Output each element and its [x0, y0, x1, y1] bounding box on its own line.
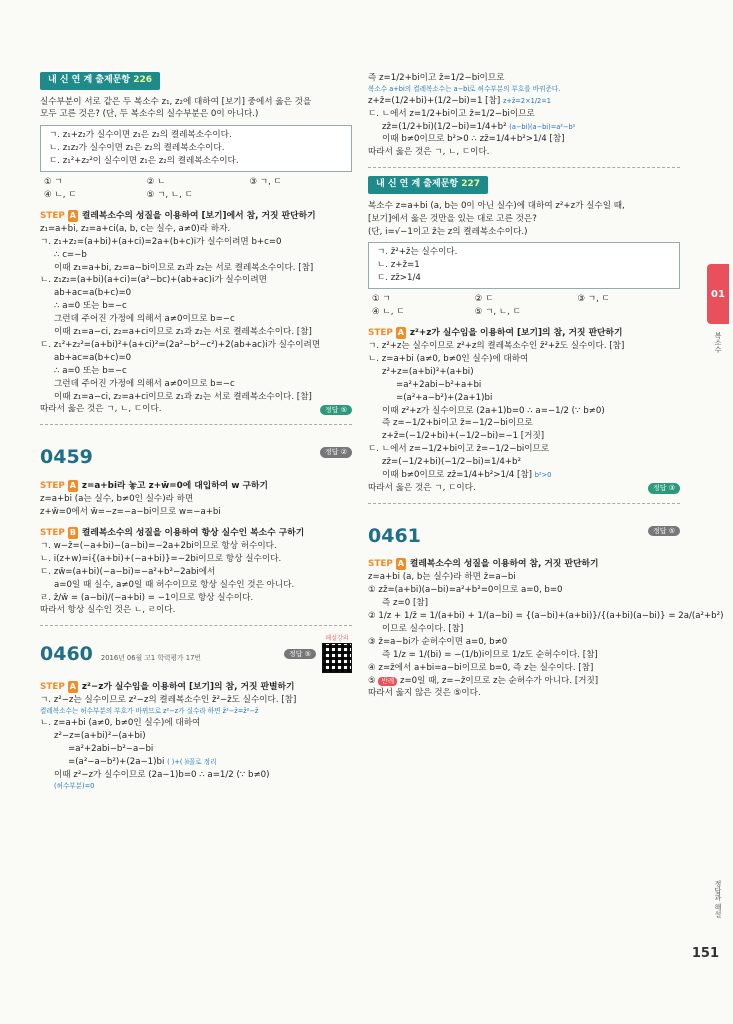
choice: ③ ㄱ, ㄷ [249, 176, 282, 187]
qr-label: 해설강의 [325, 635, 349, 643]
solution-line: ㄱ. w−z̄=(−a+bi)−(a−bi)=−2a+2bi이므로 항상 허수이다. [40, 540, 277, 551]
solution-line: 이때 z₁=a+bi, z₂=a−bi이므로 z₁과 z₂는 서로 켤레복소수이다. [참] [54, 262, 314, 273]
solution-line: 그런데 주어진 가정에 의해서 a≠0이므로 b=−c [54, 314, 235, 325]
solution-line: =(a²+a−b²)+(2a+1)bi [396, 392, 493, 403]
solution-line: ㄱ. z²−z는 실수이므로 z²−z의 켤레복소수인 z̄²−z̄도 실수이다. [참] [40, 695, 297, 706]
conclusion: 따라서 옳은 것은 ㄱ, ㄴ, ㄷ이다. [40, 404, 162, 415]
bogi-item: ㄱ. z̄²+z̄는 실수이다. [377, 247, 458, 258]
solution-line: ∴ c=−b [54, 249, 87, 260]
question-line: 복소수 z=a+bi (a, b는 0이 아닌 실수)에 대하여 z²+z가 실수일 때, [368, 200, 625, 211]
solution-line: zz̄=(1/2+bi)(1/2−bi)=1/4+b² (a−bi)(a−bi)=a²−b² [382, 121, 576, 132]
problem-tag: 내 신 연 계 출제문항 226 [40, 72, 160, 90]
problem-number: 0459 [40, 446, 93, 469]
page-number: 151 [691, 946, 719, 961]
question-line: 모두 고른 것은? (단, 두 복소수의 실수부분은 0이 아니다.) [40, 109, 259, 120]
side-note: b²>0 [534, 470, 552, 479]
solution-line: ab+ac=a(b+c)=0 [54, 352, 132, 363]
answer-badge: 정답 ⑤ [284, 649, 316, 660]
solution-line: ㄱ. z₁+z₂=(a+bi)+(a+ci)=2a+(b+c)i가 실수이려면 b+c=0 [40, 236, 282, 247]
choice: ③ ㄱ, ㄷ [577, 294, 610, 305]
solution-line: ㄴ. z₁z₂=(a+bi)(a+ci)=(a²−bc)+(ab+ac)i가 실수이려면 [40, 275, 267, 286]
solution-line: 이때 b≠0이므로 zz̄=1/4+b²>1/4 [참] b²>0 [382, 469, 552, 480]
solution-line: z+z̄=(1/2+bi)+(1/2−bi)=1 [참] z+z̄=2×1/2=1 [368, 95, 551, 106]
choice: ④ ㄴ, ㄷ [372, 306, 405, 317]
divider [368, 503, 680, 504]
problem-0460-continued [368, 72, 680, 159]
divider [40, 424, 352, 425]
bogi-box [40, 125, 352, 172]
step-heading: STEP A 켤레복소수의 성질을 이용하여 참, 거짓 판단하기 [368, 559, 599, 570]
solution-line: z²−z=(a+bi)²−(a+bi) [54, 731, 146, 742]
solution-line: z²+z=(a+bi)²+(a+bi) [382, 366, 474, 377]
counterexample-badge: 반례 [378, 677, 397, 687]
solution-line: ③ z̄=a−bi가 순허수이면 a=0, b≠0 [368, 636, 508, 647]
choice: ② ㄷ [474, 294, 494, 305]
solution-line: 즉 z=1/2+bi이고 z̄=1/2−bi이므로 [368, 73, 505, 83]
solution-line: 이때 z²−z가 실수이므로 (2a−1)b=0 ∴ a=1/2 (∵ b≠0) [54, 769, 270, 780]
choice: ① ㄱ [44, 176, 63, 187]
choice: ⑤ ㄱ, ㄴ, ㄷ [474, 306, 521, 317]
side-note: ( )+( )i꼴로 정리 [167, 757, 217, 766]
answer-badge: 정답 ② [320, 447, 352, 458]
side-note: 켤레복소수는 허수부분의 부호가 바뀌므로 z²−z가 실수라 하면 z̄²−z̄=z̄²−z̄ [40, 707, 259, 716]
solution-line: z₁=a+bi, z₂=a+ci(a, b, c는 실수, a≠0)라 하자. [40, 223, 231, 234]
solution-line: =a²+2abi−b²−a−bi [68, 744, 154, 755]
conclusion: 따라서 옳지 않은 것은 ⑤이다. [368, 688, 481, 699]
solution-line: 즉 1/z = 1/(bi) = −(1/b)i이므로 1/z도 순허수이다. [참] [382, 649, 598, 660]
solution-line: 그런데 주어진 가정에 의해서 a≠0이므로 b=−c [54, 378, 235, 389]
solution-line: z+w̄=0에서 w̄=−z=−a−bi이므로 w=−a+bi [40, 506, 221, 517]
footer-label: 정답과 해설 [714, 880, 722, 918]
answer-choices [372, 293, 680, 319]
solution-line: ㄷ. zw̄=(a+bi)(−a−bi)=−a²+b²−2abi에서 [40, 566, 216, 577]
side-note: (a−bi)(a−bi)=a²−b² [509, 122, 576, 131]
question-line: [보기]에서 옳은 것만을 있는 대로 고른 것은? [368, 213, 537, 224]
solution-line: 즉 z=0 [참] [382, 598, 428, 609]
problem-227 [368, 176, 680, 495]
step-heading: STEP A z²−z가 실수임을 이용하여 [보기]의 참, 거짓 판별하기 [40, 682, 295, 693]
choice: ④ ㄴ, ㄷ [44, 189, 77, 200]
choice: ⑤ ㄱ, ㄴ, ㄷ [146, 189, 193, 200]
question-line: 실수부분이 서로 같은 두 복소수 z₁, z₂에 대하여 [보기] 중에서 옳은 것을 [40, 96, 312, 107]
divider [40, 625, 352, 626]
solution-line: z=a+bi (a, b는 실수)라 하면 z̄=a−bi [368, 572, 516, 583]
divider [368, 167, 680, 168]
solution-line: ㄴ. z=a+bi (a≠0, b≠0인 실수)에 대하여 [40, 718, 201, 729]
solution-line: a=0일 때 실수, a≠0일 때 허수이므로 항상 실수인 것은 아니다. [54, 579, 295, 590]
solution-line: ④ z=z̄에서 a+bi=a−bi이므로 b=0, 즉 z는 실수이다. [참] [368, 662, 594, 673]
conclusion: 따라서 옳은 것은 ㄱ, ㄴ, ㄷ이다. [368, 147, 490, 158]
solution-line: ⑤ 반례 z=0일 때, z=−z̄이므로 z는 순허수가 아니다. [거짓] [368, 675, 599, 686]
step-heading: STEP B 켤레복소수의 성질을 이용하여 항상 실수인 복소수 구하기 [40, 527, 305, 538]
solution-line: 이때 z₁=a−ci, z₂=a+ci이므로 z₁과 z₂는 서로 켤레복소수이다. [참] [54, 391, 312, 402]
conclusion: 따라서 옳은 것은 ㄱ, ㄷ이다. [368, 482, 476, 493]
solution-line: ㄴ. i(z+w)=i{(a+bi)+(−a+bi)}=−2bi이므로 항상 실수이다. [40, 553, 282, 564]
problem-source: 2016년 06월 고1 학력평가 17번 [100, 653, 201, 662]
step-heading: STEP A 켤레복소수의 성질을 이용하여 [보기]에서 참, 거짓 판단하기 [40, 210, 316, 221]
answer-badge: 정답 ⑤ [648, 526, 680, 537]
chapter-tab: 01 [707, 264, 729, 324]
qr-code-icon[interactable] [322, 643, 352, 673]
solution-line: 이므로 실수이다. [참] [382, 623, 464, 634]
bogi-box [368, 242, 680, 289]
answer-badge: 정답 ③ [648, 483, 680, 494]
solution-line: 즉 z=−1/2+bi이고 z̄=−1/2−bi이므로 [382, 418, 533, 429]
solution-line: =(a²−a−b²)+(2a−1)bi ( )+( )i꼴로 정리 [68, 756, 217, 767]
choice: ② ㄴ [146, 176, 166, 187]
solution-line: ② 1/z + 1/z̄ = 1/(a+bi) + 1/(a−bi) = {(a−bi)+(a+bi)}/{(a+bi)(a−bi)} = 2a/(a²+b²) [368, 611, 724, 622]
solution-line: z=a+bi (a는 실수, b≠0인 실수)라 하면 [40, 493, 194, 504]
solution-line: ㄴ. z=a+bi (a≠0, b≠0인 실수)에 대하여 [368, 353, 529, 364]
left-column [40, 72, 352, 792]
side-note: 복소수 a+bi의 켤레복소수는 a−bi로 허수부분의 부호를 바꿔준다. [368, 84, 561, 93]
bogi-item: ㄴ. z+z̄=1 [377, 260, 420, 271]
solution-line: ㄹ. z̄/w̄ = (a−bi)/(−a+bi) = −1이므로 항상 실수이다. [40, 592, 254, 603]
solution-line: 이때 z²+z가 실수이므로 (2a+1)b=0 ∴ a=−1/2 (∵ b≠0) [382, 405, 605, 416]
side-note: z+z̄=2×1/2=1 [502, 96, 551, 105]
conclusion: 따라서 항상 실수인 것은 ㄴ, ㄹ이다. [40, 605, 176, 616]
problem-0461 [368, 512, 724, 701]
answer-choices [44, 176, 352, 202]
problem-226 [40, 72, 352, 416]
solution-line: ㄱ. z²+z는 실수이므로 z²+z의 켤레복소수인 z̄²+z̄도 실수이다. [참] [368, 341, 625, 352]
side-note: (허수부분)=0 [54, 781, 95, 790]
problem-number: 0461 [368, 524, 421, 547]
solution-line: ㄷ. z₁²+z₂²=(a+bi)²+(a+ci)²=(2a²−b²−c²)+2(ab+ac)i가 실수이려면 [40, 339, 321, 350]
question-line: (단, i=√−1이고 z̄는 z의 켤레복소수이다.) [368, 226, 528, 237]
solution-line: ∴ a=0 또는 b=−c [54, 301, 127, 312]
solution-line: ① zz̄=(a+bi)(a−bi)=a²+b²=0이므로 a=0, b=0 [368, 585, 563, 596]
solution-line: zz̄=(−1/2+bi)(−1/2−bi)=1/4+b² [382, 457, 521, 468]
solution-line: z+z̄=(−1/2+bi)+(−1/2−bi)=−1 [거짓] [382, 431, 545, 442]
solution-line: 이때 b≠0이므로 b²>0 ∴ zz̄=1/4+b²>1/4 [참] [382, 134, 565, 145]
chapter-label: 복소수 [714, 332, 722, 353]
solution-line: ∴ a=0 또는 b=−c [54, 365, 127, 376]
solution-line: =a²+2abi−b²+a+bi [396, 379, 482, 390]
solution-line: ab+ac=a(b+c)=0 [54, 288, 132, 299]
step-heading: STEP A z²+z가 실수임을 이용하여 [보기]의 참, 거짓 판단하기 [368, 327, 623, 338]
solution-line: ㄷ. ㄴ에서 z=1/2+bi이고 z̄=1/2−bi이므로 [368, 108, 535, 119]
bogi-item: ㄷ. zz̄>1/4 [377, 273, 421, 284]
choice: ① ㄱ [372, 294, 391, 305]
bogi-item: ㄷ. z₁²+z₂²이 실수이면 z₁은 z₂의 켤레복소수이다. [49, 156, 239, 167]
problem-number: 0460 [40, 642, 93, 665]
problem-tag: 내 신 연 계 출제문항 227 [368, 176, 488, 194]
problem-0459 [40, 433, 352, 617]
problem-0460 [40, 634, 352, 791]
step-heading: STEP A z=a+bi라 놓고 z+w̄=0에 대입하여 w 구하기 [40, 480, 269, 491]
solution-line: 이때 z₁=a−ci, z₂=a+ci이므로 z₁과 z₂는 서로 켤레복소수이다. [참] [54, 327, 312, 338]
bogi-item: ㄱ. z₁+z₂가 실수이면 z₁은 z₂의 켤레복소수이다. [49, 130, 232, 141]
bogi-item: ㄴ. z₁z₂가 실수이면 z₁은 z₂의 켤레복소수이다. [49, 143, 225, 154]
solution-line: ㄷ. ㄴ에서 z=−1/2+bi이고 z̄=−1/2−bi이므로 [368, 444, 550, 455]
answer-badge: 정답 ⑤ [320, 405, 352, 416]
